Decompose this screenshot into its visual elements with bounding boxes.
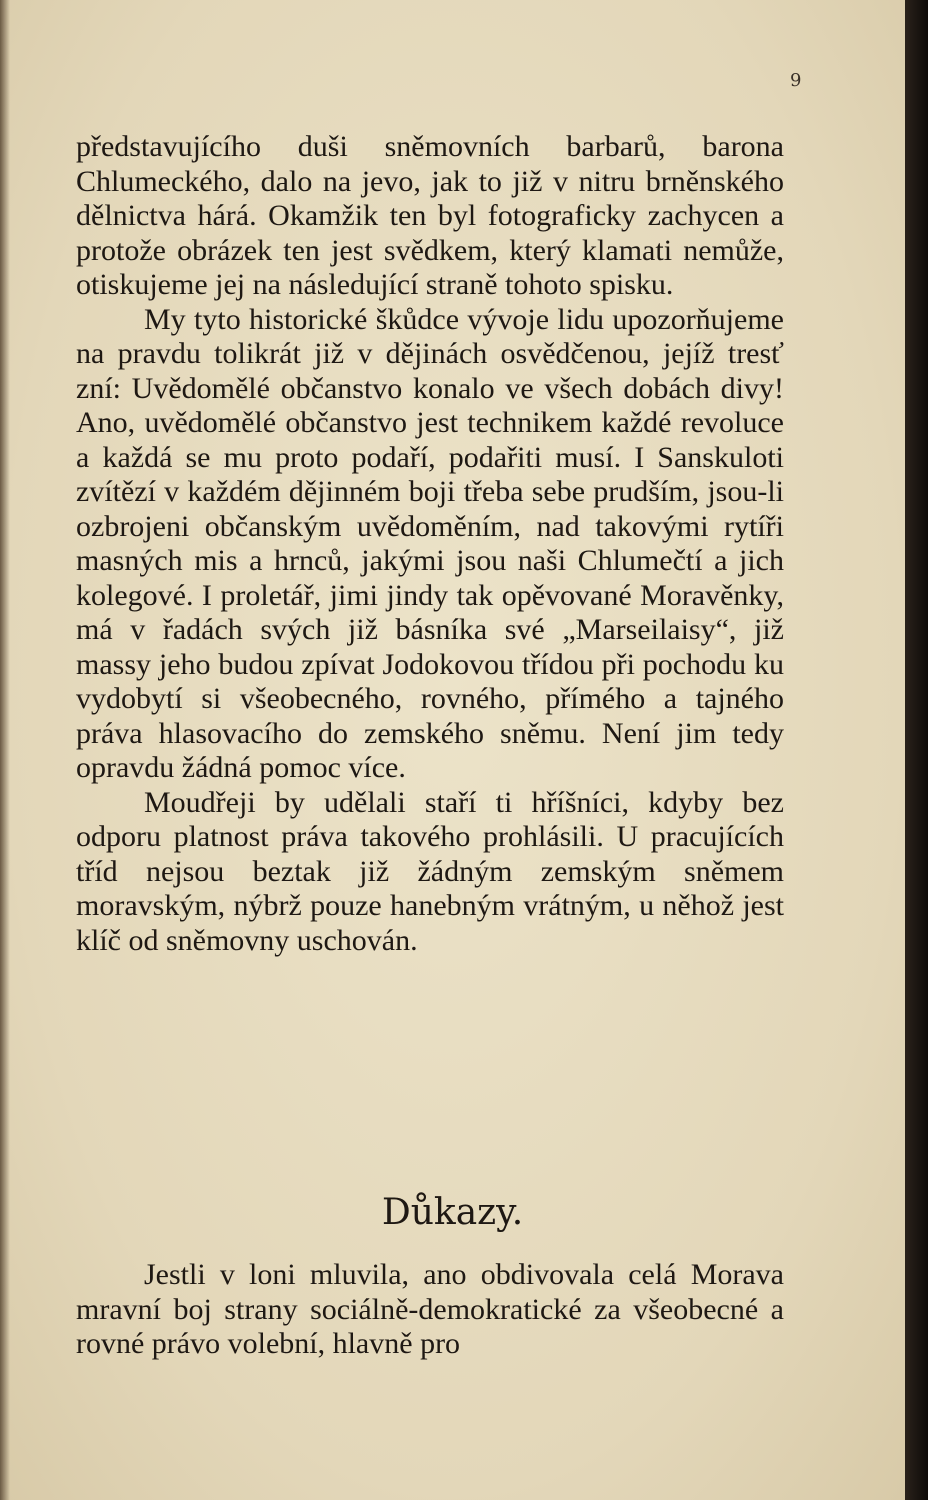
main-text (76, 130, 784, 958)
paragraph: Moudřeji by udělali staří ti hříšníci, kdyby bez odporu platnost práva takového prohlásili. U pracujících tříd nejsou beztak již žádným zemským sněmem moravským, nýbrž pouze hanebným vrátným, u něhož jest klíč od sněmovny uschován. (76, 785, 784, 957)
paragraph: My tyto historické škůdce vývoje lidu upozorňujeme na pravdu tolikrát již v dějinách osvědčenou, jejíž tresť zní: Uvědomělé občanstvo konalo ve všech dobách divy! Ano, uvědomělé občanstvo jest technikem každé revoluce a každá se mu proto podaří, podařiti musí. I Sanskuloti zvítězí v každém dějinném boji třeba sebe prudším, jsou-li ozbrojeni občanským uvědoměním, nad takovými rytíři masných mis a hrnců, jakými jsou naši Chlumečtí a jich kolegové. I proletář, jimi jindy tak opěvované Moravěnky, má v řadách svých již básníka své „Marseilaisy“, již massy jeho budou zpívat Jodokovou třídou při pochodu ku vydobytí si všeobecného, rovného, přímého a tajného práva hlasovacího do zemského sněmu. Není jim tedy opravdu žádná pomoc více. (76, 302, 784, 784)
page-number: 9 (790, 70, 802, 91)
page-shadow-left (0, 0, 10, 1500)
paragraph: Jestli v loni mluvila, ano obdivovala celá Morava mravní boj strany sociálně-demokratické za všeobecné a rovné právo volební, hlavně pro (76, 1258, 784, 1360)
paragraph-continuation: představujícího duši sněmovních barbarů, barona Chlumeckého, dalo na jevo, jak to již v nitru brněnského dělnictva hárá. Okamžik ten byl fotograficky zachycen a protože obrázek ten jest svědkem, který klamati nemůže, otiskujeme jej na následující straně tohoto spisku. (76, 130, 784, 301)
section-heading: Důkazy. (381, 1192, 524, 1233)
section-text (76, 1258, 784, 1362)
page-edge-right (905, 0, 928, 1500)
